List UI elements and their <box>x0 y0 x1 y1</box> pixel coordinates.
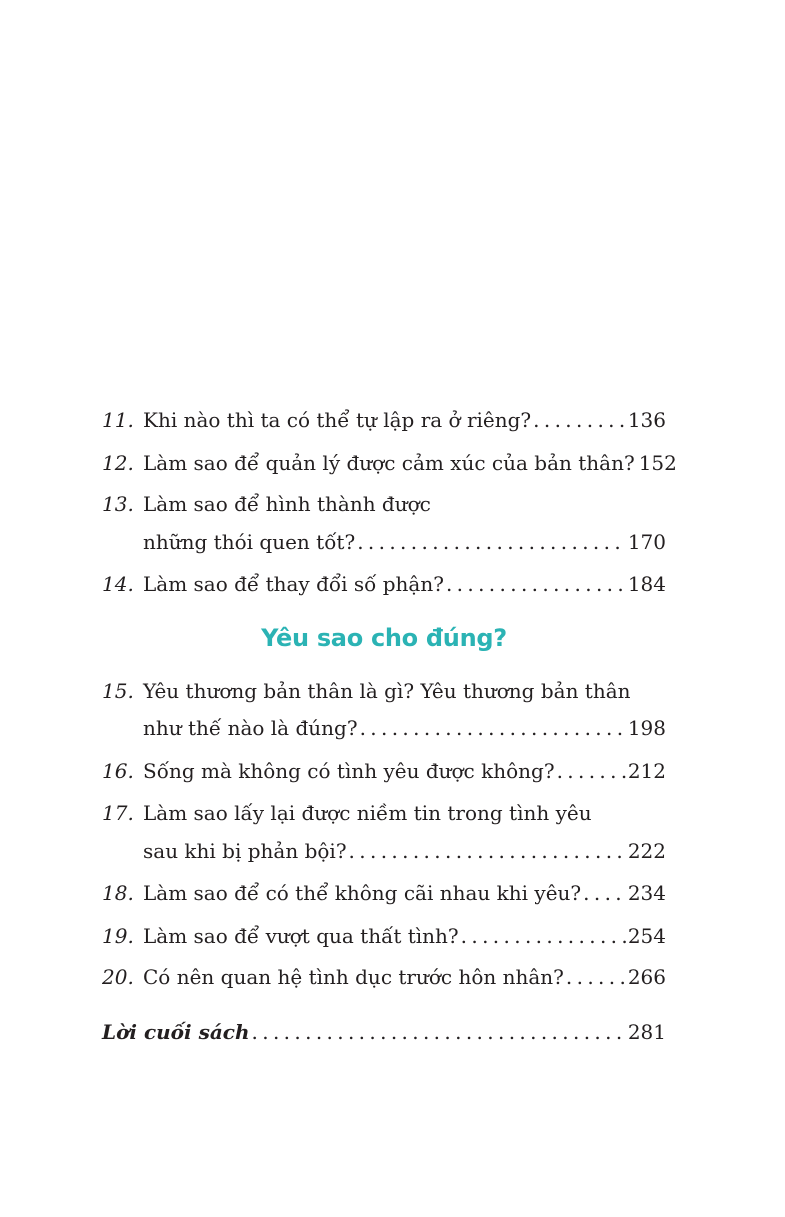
dot-leader <box>360 713 626 743</box>
toc-entry-epilogue[interactable] <box>102 1017 666 1047</box>
dot-leader <box>252 1017 626 1047</box>
entry-page: 198 <box>627 716 666 740</box>
entry-number: 17. <box>102 801 134 825</box>
dot-leader <box>566 962 626 992</box>
entry-title-line1: Làm sao lấy lại được niềm tin trong tình yêu <box>143 801 592 825</box>
toc-entry-12[interactable] <box>102 448 677 478</box>
dot-leader <box>357 527 626 557</box>
toc-entry-17-continued[interactable] <box>102 836 666 866</box>
toc-entry-11[interactable] <box>102 405 666 435</box>
entry-number: 11. <box>102 408 134 432</box>
toc-entry-14[interactable] <box>102 569 666 599</box>
dot-leader <box>461 921 626 951</box>
toc-entry-15-continued[interactable] <box>102 713 666 743</box>
entry-title-line1: Yêu thương bản thân là gì? Yêu thương bản thân <box>143 679 631 703</box>
entry-number: 19. <box>102 924 134 948</box>
entry-page: 170 <box>627 530 666 554</box>
entry-page: 184 <box>627 572 666 596</box>
entry-title: Làm sao để có thể không cãi nhau khi yêu? <box>143 881 582 905</box>
toc-entry-13[interactable] <box>102 489 666 519</box>
epilogue-page: 281 <box>627 1020 666 1044</box>
entry-title-line2: như thế nào là đúng? <box>143 716 358 740</box>
entry-page: 152 <box>638 451 677 475</box>
toc-entry-18[interactable] <box>102 878 666 908</box>
entry-title-line2: sau khi bị phản bội? <box>143 839 347 863</box>
entry-number: 18. <box>102 881 134 905</box>
entry-title: Có nên quan hệ tình dục trước hôn nhân? <box>143 965 564 989</box>
entry-page: 136 <box>627 408 666 432</box>
entry-number: 14. <box>102 572 134 596</box>
toc-entry-13-continued[interactable] <box>102 527 666 557</box>
dot-leader <box>583 878 626 908</box>
toc-entry-16[interactable] <box>102 756 666 786</box>
entry-title: Sống mà không có tình yêu được không? <box>143 759 555 783</box>
dot-leader <box>557 756 626 786</box>
dot-leader <box>533 405 626 435</box>
entry-title-line2: những thói quen tốt? <box>143 530 356 554</box>
entry-page: 234 <box>627 881 666 905</box>
entry-page: 212 <box>627 759 666 783</box>
entry-title: Làm sao để quản lý được cảm xúc của bản thân? <box>143 451 635 475</box>
section-heading: Yêu sao cho đúng? <box>261 624 507 652</box>
epilogue-title: Lời cuối sách <box>102 1020 250 1044</box>
entry-title: Khi nào thì ta có thể tự lập ra ở riêng? <box>143 408 532 432</box>
entry-page: 254 <box>627 924 666 948</box>
toc-entry-15[interactable] <box>102 676 666 706</box>
toc-entry-20[interactable] <box>102 962 666 992</box>
entry-title: Làm sao để vượt qua thất tình? <box>143 924 459 948</box>
entry-page: 266 <box>627 965 666 989</box>
toc-entry-19[interactable] <box>102 921 666 951</box>
entry-number: 13. <box>102 492 134 516</box>
entry-title-line1: Làm sao để hình thành được <box>143 492 431 516</box>
entry-number: 16. <box>102 759 134 783</box>
entry-page: 222 <box>627 839 666 863</box>
entry-number: 15. <box>102 679 134 703</box>
dot-leader <box>349 836 626 866</box>
dot-leader <box>446 569 626 599</box>
toc-entry-17[interactable] <box>102 798 666 828</box>
entry-number: 12. <box>102 451 134 475</box>
entry-title: Làm sao để thay đổi số phận? <box>143 572 444 596</box>
entry-number: 20. <box>102 965 134 989</box>
